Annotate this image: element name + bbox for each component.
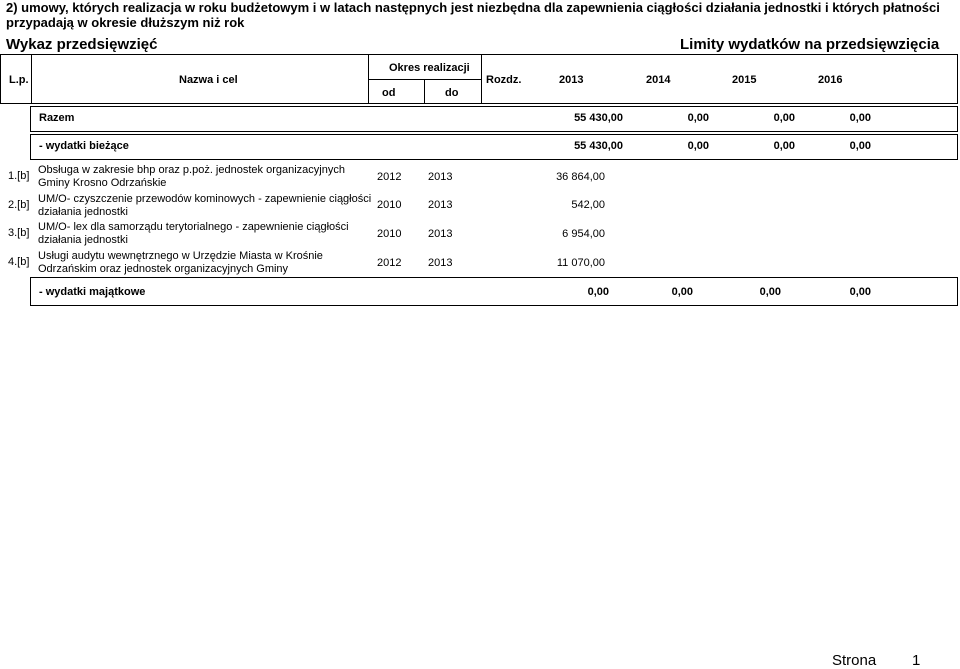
heading-projects: Wykaz przedsięwzięć <box>6 36 158 53</box>
col-rozdz: Rozdz. <box>486 74 522 86</box>
row-name-line-2: Odrzańskim oraz jednostek organizacyjnych Gminy <box>38 263 289 275</box>
col-2014: 2014 <box>646 74 671 86</box>
page-footer-label: Strona <box>832 652 877 669</box>
row-from: 2012 <box>377 171 402 183</box>
intro-line-2: przypadają w okresie dłuższym niż rok <box>6 15 245 30</box>
row-from: 2010 <box>377 199 402 211</box>
total-row <box>30 106 958 132</box>
row-lp: 3.[b] <box>8 227 30 239</box>
row-name-line-1: UM/O- lex dla samorządu terytorialnego - zapewnienie ciągłości <box>38 221 349 233</box>
row-amount: 36 864,00 <box>556 171 605 183</box>
current-expenses-row <box>30 134 958 160</box>
total-2015: 0,00 <box>773 112 795 124</box>
row-name-line-2: Gminy Krosno Odrzańskie <box>38 177 167 189</box>
row-lp: 2.[b] <box>8 199 30 211</box>
row-to: 2013 <box>428 199 453 211</box>
capital-2014: 0,00 <box>671 286 693 298</box>
divider <box>31 55 32 103</box>
total-2016: 0,00 <box>849 112 871 124</box>
row-name-line-1: Usługi audytu wewnętrznego w Urzędzie Miasta w Krośnie <box>38 250 323 262</box>
row-name <box>38 221 349 247</box>
row-name-line-2: działania jednostki <box>38 234 128 246</box>
row-name-line-1: Obsługa w zakresie bhp oraz p.poż. jednostek organizacyjnych <box>38 164 345 176</box>
divider <box>424 79 425 103</box>
col-lp: L.p. <box>9 74 29 86</box>
col-2016: 2016 <box>818 74 843 86</box>
col-from: od <box>382 87 396 99</box>
row-name-line-1: UM/O- czyszczenie przewodów kominowych - zapewnienie ciągłości <box>38 193 372 205</box>
total-2014: 0,00 <box>687 112 709 124</box>
current-expenses-label: - wydatki bieżące <box>39 140 129 152</box>
divider <box>481 55 482 103</box>
row-amount: 542,00 <box>571 199 605 211</box>
row-name <box>38 164 345 190</box>
row-name-line-2: działania jednostki <box>38 206 128 218</box>
col-2015: 2015 <box>732 74 757 86</box>
table-header <box>0 54 958 104</box>
intro-line-1: 2) umowy, których realizacja w roku budżetowym i w latach następnych jest niezbędna dla zapewnienia ciągłości działania jednostki i których płatności <box>6 0 940 15</box>
current-2013: 55 430,00 <box>574 140 623 152</box>
row-lp: 1.[b] <box>8 170 30 182</box>
row-to: 2013 <box>428 257 453 269</box>
col-to: do <box>445 87 459 99</box>
total-2013: 55 430,00 <box>574 112 623 124</box>
page-number: 1 <box>912 652 921 669</box>
row-to: 2013 <box>428 171 453 183</box>
row-from: 2012 <box>377 257 402 269</box>
total-label: Razem <box>39 112 75 124</box>
current-2014: 0,00 <box>687 140 709 152</box>
capital-2015: 0,00 <box>759 286 781 298</box>
heading-limits: Limity wydatków na przedsięwzięcia <box>680 36 940 53</box>
row-lp: 4.[b] <box>8 256 30 268</box>
col-name: Nazwa i cel <box>179 74 238 86</box>
row-amount: 11 070,00 <box>556 257 605 269</box>
row-name <box>38 193 371 219</box>
row-amount: 6 954,00 <box>562 228 605 240</box>
row-from: 2010 <box>377 228 402 240</box>
col-2013: 2013 <box>559 74 584 86</box>
col-period: Okres realizacji <box>389 62 470 74</box>
row-name <box>38 250 323 276</box>
capital-expenses-label: - wydatki majątkowe <box>39 286 146 298</box>
row-to: 2013 <box>428 228 453 240</box>
current-2015: 0,00 <box>773 140 795 152</box>
capital-2013: 0,00 <box>587 286 609 298</box>
capital-expenses-row <box>30 277 958 306</box>
intro-text <box>6 0 940 30</box>
current-2016: 0,00 <box>849 140 871 152</box>
capital-2016: 0,00 <box>849 286 871 298</box>
